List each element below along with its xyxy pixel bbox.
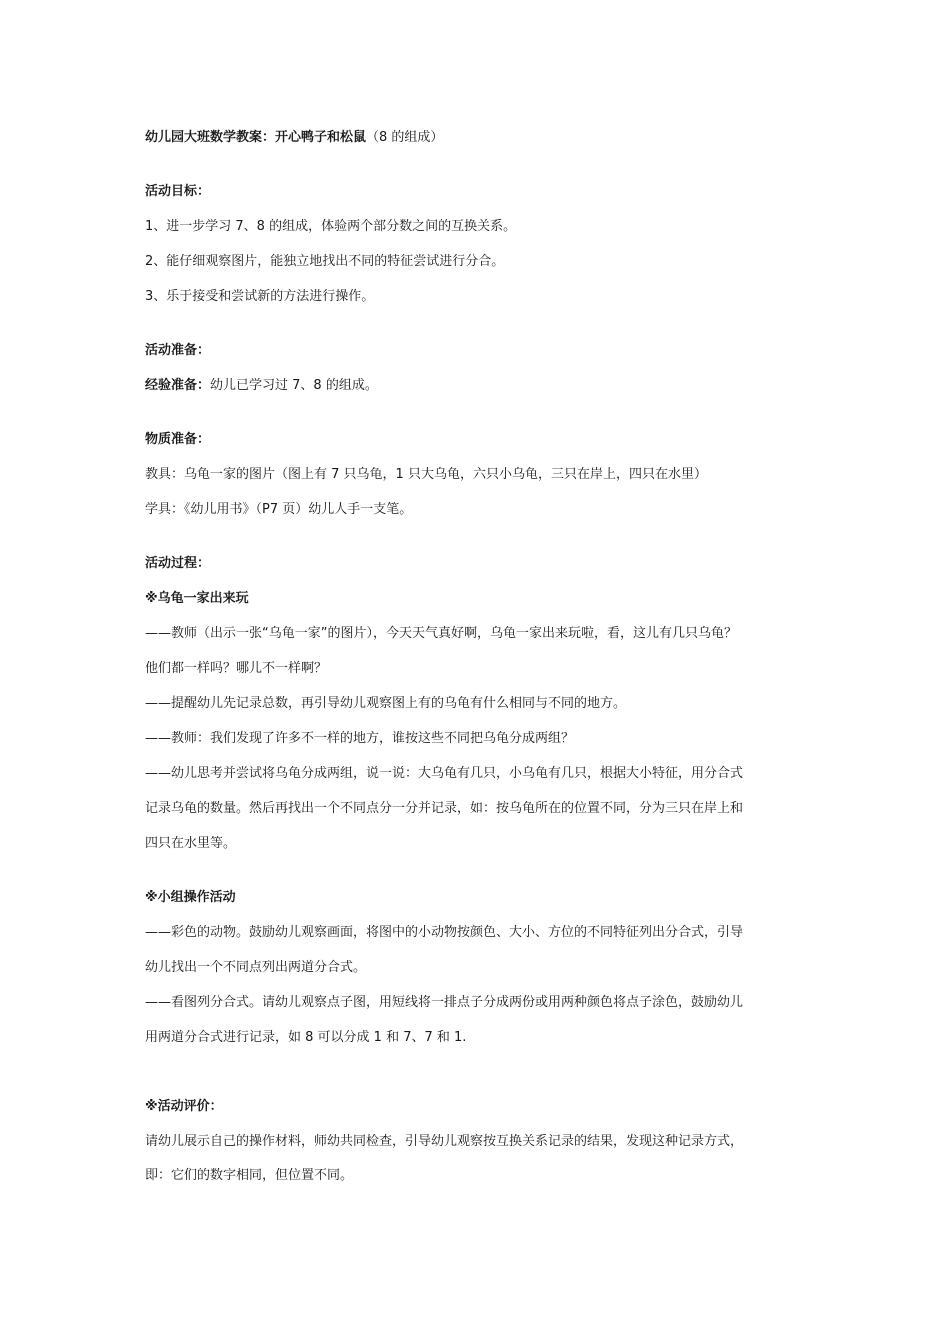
process-line: 记录乌龟的数量。然后再找出一个不同点分一分并记录，如：按乌龟所在的位置不同，分为三只在岸上和 [145, 801, 744, 816]
process-line: 他们都一样吗？哪儿不一样啊？ [145, 661, 328, 676]
goal-item: 3、乐于接受和尝试新的方法进行操作。 [145, 289, 375, 304]
goals-heading: 活动目标： [145, 184, 211, 199]
evaluation-line: 请幼儿展示自己的操作材料，师幼共同检查，引导幼儿观察按互换关系记录的结果，发现这种记录方式， [145, 1134, 744, 1149]
group-line: ——看图列分合式。请幼儿观察点子图，用短线将一排点子分成两份或用两种颜色将点子涂色，鼓励幼儿 [145, 995, 744, 1010]
group-line: 用两道分合式进行记录，如 8 可以分成 1 和 7、7 和 1. [145, 1030, 467, 1045]
process-line: ——幼儿思考并尝试将乌龟分成两组，说一说：大乌龟有几只，小乌龟有几只，根据大小特征，用分合式 [145, 766, 744, 781]
goal-item: 1、进一步学习 7、8 的组成，体验两个部分数之间的互换关系。 [145, 219, 517, 234]
experience-prep [145, 376, 825, 396]
materials-teacher: 教具：乌龟一家的图片（图上有 7 只乌龟，1 只大乌龟，六只小乌龟，三只在岸上，四只在水里） [145, 467, 707, 482]
process-heading: 活动过程： [145, 556, 211, 571]
group-line: ——彩色的动物。鼓励幼儿观察画面，将图中的小动物按颜色、大小、方位的不同特征列出分合式，引导 [145, 925, 744, 940]
experience-label: 经验准备： [145, 378, 211, 393]
process-line: 四只在水里等。 [145, 836, 237, 851]
title-suffix: （8 的组成） [366, 130, 444, 145]
evaluation-line: 即：它们的数字相同，但位置不同。 [145, 1168, 354, 1183]
experience-text: 幼儿已学习过 7、8 的组成。 [210, 378, 378, 393]
group-line: 幼儿找出一个不同点列出两道分合式。 [145, 960, 367, 975]
process-line: ——教师：我们发现了许多不一样的地方，谁按这些不同把乌龟分成两组？ [145, 731, 575, 746]
section-title-group: ※小组操作活动 [145, 890, 236, 905]
evaluation-heading: ※活动评价： [145, 1099, 223, 1114]
prep-heading: 活动准备： [145, 343, 211, 358]
document-title [145, 128, 825, 148]
process-line: ——教师（出示一张“乌龟一家”的图片），今天天气真好啊，乌龟一家出来玩啦，看，这儿有几只乌龟？ [145, 626, 737, 641]
section-title-turtle: ※乌龟一家出来玩 [145, 591, 249, 606]
title-main: 幼儿园大班数学教案：开心鸭子和松鼠 [145, 130, 367, 145]
materials-student: 学具：《幼儿用书》（P7 页）幼儿人手一支笔。 [145, 502, 413, 517]
goal-item: 2、能仔细观察图片，能独立地找出不同的特征尝试进行分合。 [145, 254, 505, 269]
materials-heading: 物质准备： [145, 432, 211, 447]
process-line: ——提醒幼儿先记录总数，再引导幼儿观察图上有的乌龟有什么相同与不同的地方。 [145, 696, 627, 711]
